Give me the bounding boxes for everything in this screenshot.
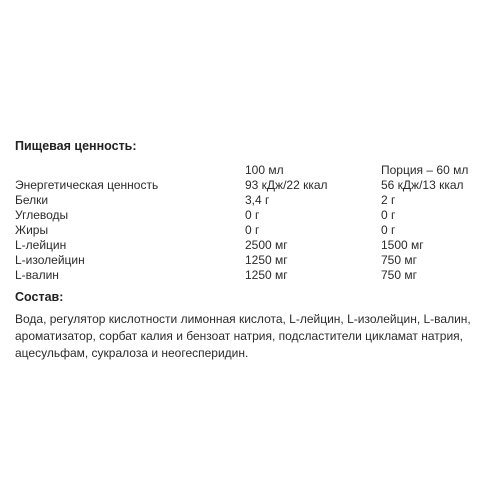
row-name: Жиры [15, 223, 49, 237]
row-100ml: 1250 мг [245, 253, 288, 267]
header-portion: Порция – 60 мл [381, 163, 469, 177]
row-name: L-изолейцин [15, 253, 85, 267]
row-name: Энергетическая ценность [15, 178, 159, 192]
row-name: Углеводы [15, 208, 69, 222]
row-name: Белки [15, 193, 49, 207]
row-100ml: 1250 мг [245, 268, 288, 282]
nutrition-row-valine [15, 268, 485, 283]
nutrition-heading: Пищевая ценность: [15, 139, 137, 153]
row-100ml: 2500 мг [245, 238, 288, 252]
row-portion: 56 кДж/13 ккал [381, 178, 464, 192]
row-portion: 0 г [381, 208, 396, 222]
row-100ml: 0 г [245, 223, 260, 237]
row-100ml: 3,4 г [245, 193, 270, 207]
header-100ml: 100 мл [245, 163, 284, 177]
row-name: L-валин [15, 268, 59, 282]
nutrition-table [15, 163, 485, 283]
nutrition-row-energy [15, 178, 485, 193]
row-portion: 750 мг [381, 268, 417, 282]
row-name: L-лейцин [15, 238, 67, 252]
row-portion: 2 г [381, 193, 396, 207]
composition-heading: Состав: [15, 290, 64, 304]
row-100ml: 0 г [245, 208, 260, 222]
nutrition-row-fat [15, 223, 485, 238]
nutrition-row-carbs [15, 208, 485, 223]
nutrition-row-isoleucine [15, 253, 485, 268]
row-portion: 750 мг [381, 253, 417, 267]
row-portion: 0 г [381, 223, 396, 237]
row-100ml: 93 кДж/22 ккал [245, 178, 328, 192]
nutrition-row-leucine [15, 238, 485, 253]
nutrition-row-protein [15, 193, 485, 208]
row-portion: 1500 мг [381, 238, 424, 252]
composition-text: Вода, регулятор кислотности лимонная кислота, L-лейцин, L-изолейцин, L-валин, ароматизатор, сорбат калия и бензоат натрия, подсластители цикламат натрия, ацесульфам, сукралоза и неогесперидин. [15, 312, 471, 360]
nutrition-header-row [15, 163, 485, 178]
